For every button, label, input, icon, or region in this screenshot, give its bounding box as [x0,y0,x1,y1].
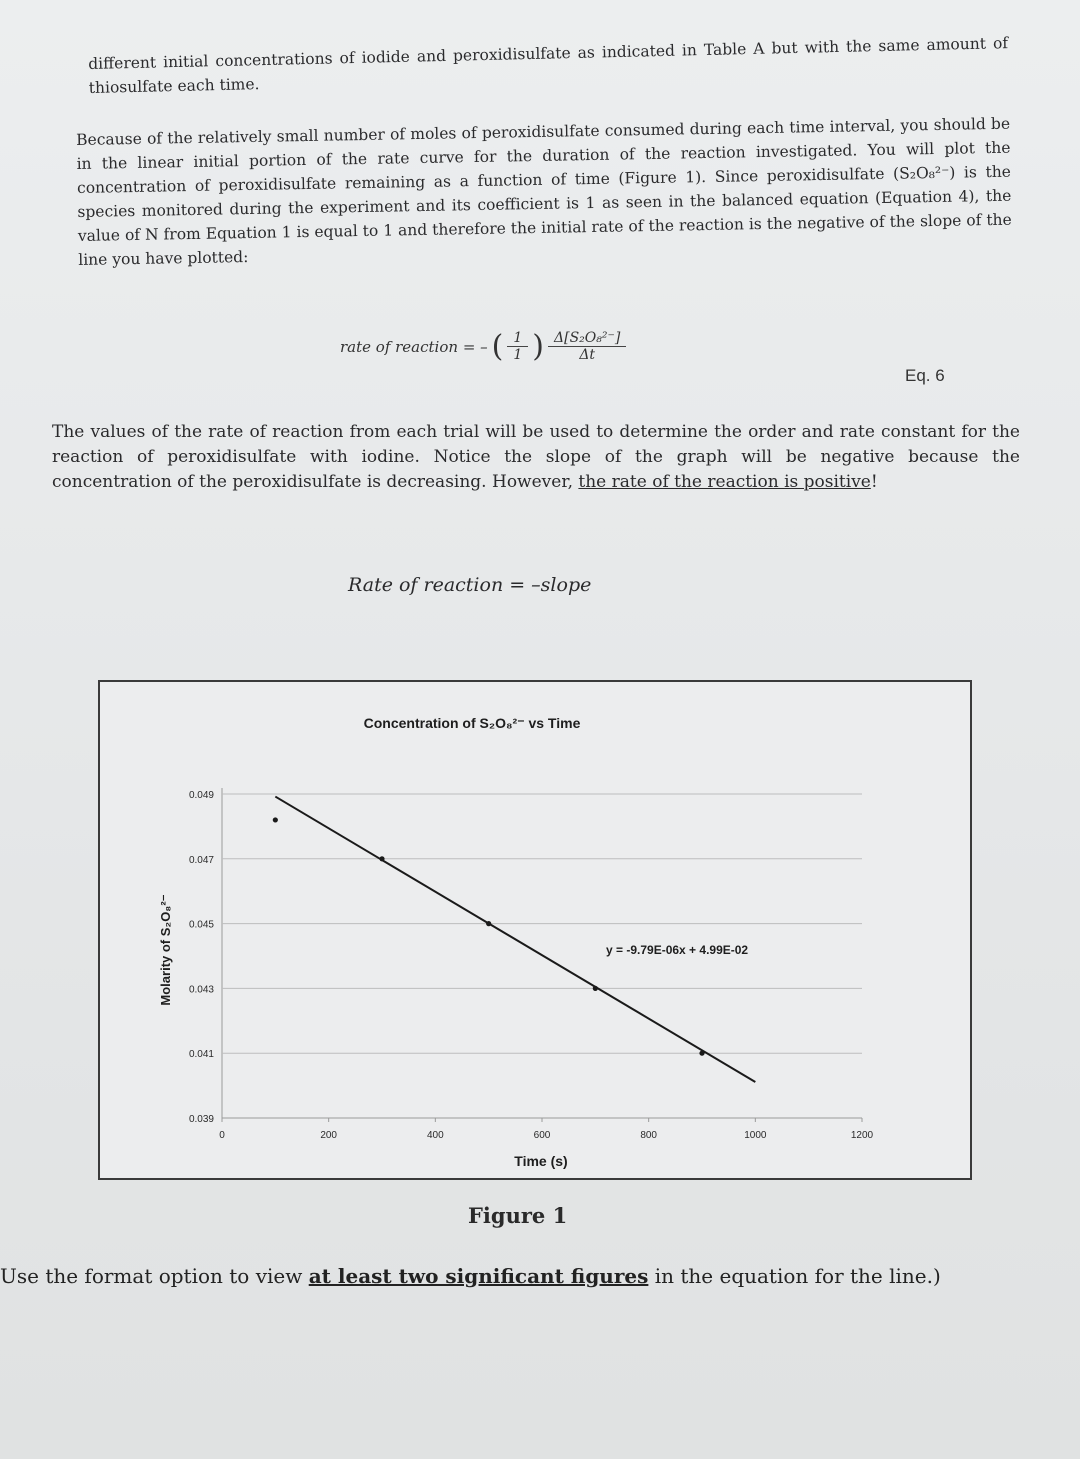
y-tick-label: 0.047 [188,854,214,866]
y-tick-label: 0.039 [188,1114,214,1125]
x-tick-label: 200 [320,1130,338,1141]
x-tick-label: 1000 [744,1130,767,1141]
equation-tag: Eq. 6 [905,366,945,385]
format-instruction: Use the format option to view at least two significant figures in the equation for the line.) [0,1264,941,1288]
x-tick-label: 0 [219,1130,225,1141]
slope-equation: Rate of reaction = –slope [348,574,592,596]
data-point [379,856,384,861]
delta-time: Δt [579,347,596,363]
data-points [273,817,705,1055]
x-axis-label: Time (s) [514,1153,568,1169]
y-tick-label: 0.045 [188,919,214,931]
rate-equation-lhs: rate of reaction = – [340,337,488,356]
x-tick-label: 600 [533,1130,551,1141]
axis-ticks [189,790,874,1141]
trendline-layer [275,797,755,1082]
underlined-emphasis: the rate of the reaction is positive [578,472,871,492]
delta-concentration: Δ[S₂O₈²⁻] [548,330,626,347]
x-tick-label: 800 [640,1130,658,1141]
linear-trendline [275,797,755,1082]
x-tick-label: 400 [426,1130,444,1141]
emphasized-instruction: at least two significant figures [308,1264,649,1288]
intro-paragraph: different initial concentrations of iodide and peroxidisulfate as indicated in Table A but with the same amount of thiosulfate each time. [88,34,1009,97]
y-tick-label: 0.041 [188,1049,214,1061]
chart-title: Concentration of S₂O₈²⁻ vs Time [363,715,581,731]
chart-frame [98,680,972,1180]
delta-fraction [548,330,626,363]
figure-caption: Figure 1 [468,1203,568,1228]
data-point [486,921,491,926]
data-point [273,817,278,822]
data-point [699,1051,704,1056]
y-axis-label: Molarity of S₂O₈²⁻ [158,894,173,1006]
y-tick-label: 0.049 [188,790,214,801]
concentration-time-chart [100,682,970,1178]
data-point [593,986,598,991]
x-tick-label: 1200 [850,1130,874,1141]
trendline-equation: y = -9.79E-06x + 4.99E-02 [606,943,749,957]
explanation-paragraph: Because of the relatively small number of moles of peroxidisulfate consumed during each time interval, you should be in the linear initial portion of the rate curve for the duration of the reaction investigated. You will plot the concentration of peroxidisulfate remaining as a function of time (Figure 1). Since peroxidisulfate (S₂O₈²⁻) is the species monitored during the experiment and its coefficient is 1 as seen in the balanced equation (Equation 4), the value of N from Equation 1 is equal to 1 and therefore the initial rate of the reaction is the negative of the slope of the line you have plotted: [76,114,1012,269]
rate-paragraph: The values of the rate of reaction from each trial will be used to determine the order and rate constant for the reaction of peroxidisulfate with iodine. Notice the slope of the graph will be negative because the concentration of the peroxidisulfate is decreasing. However, the rate of the reaction is positive! [52,422,1020,492]
y-tick-label: 0.043 [188,984,214,996]
coefficient-fraction: $\frac{1}{1}$ [507,330,528,363]
rate-equation: rate of reaction = – ( $\frac{1}{1}$ ) $\frac{\text{Δ[S₂O₈²⁻]}}{\Delta t}$ [340,330,626,363]
